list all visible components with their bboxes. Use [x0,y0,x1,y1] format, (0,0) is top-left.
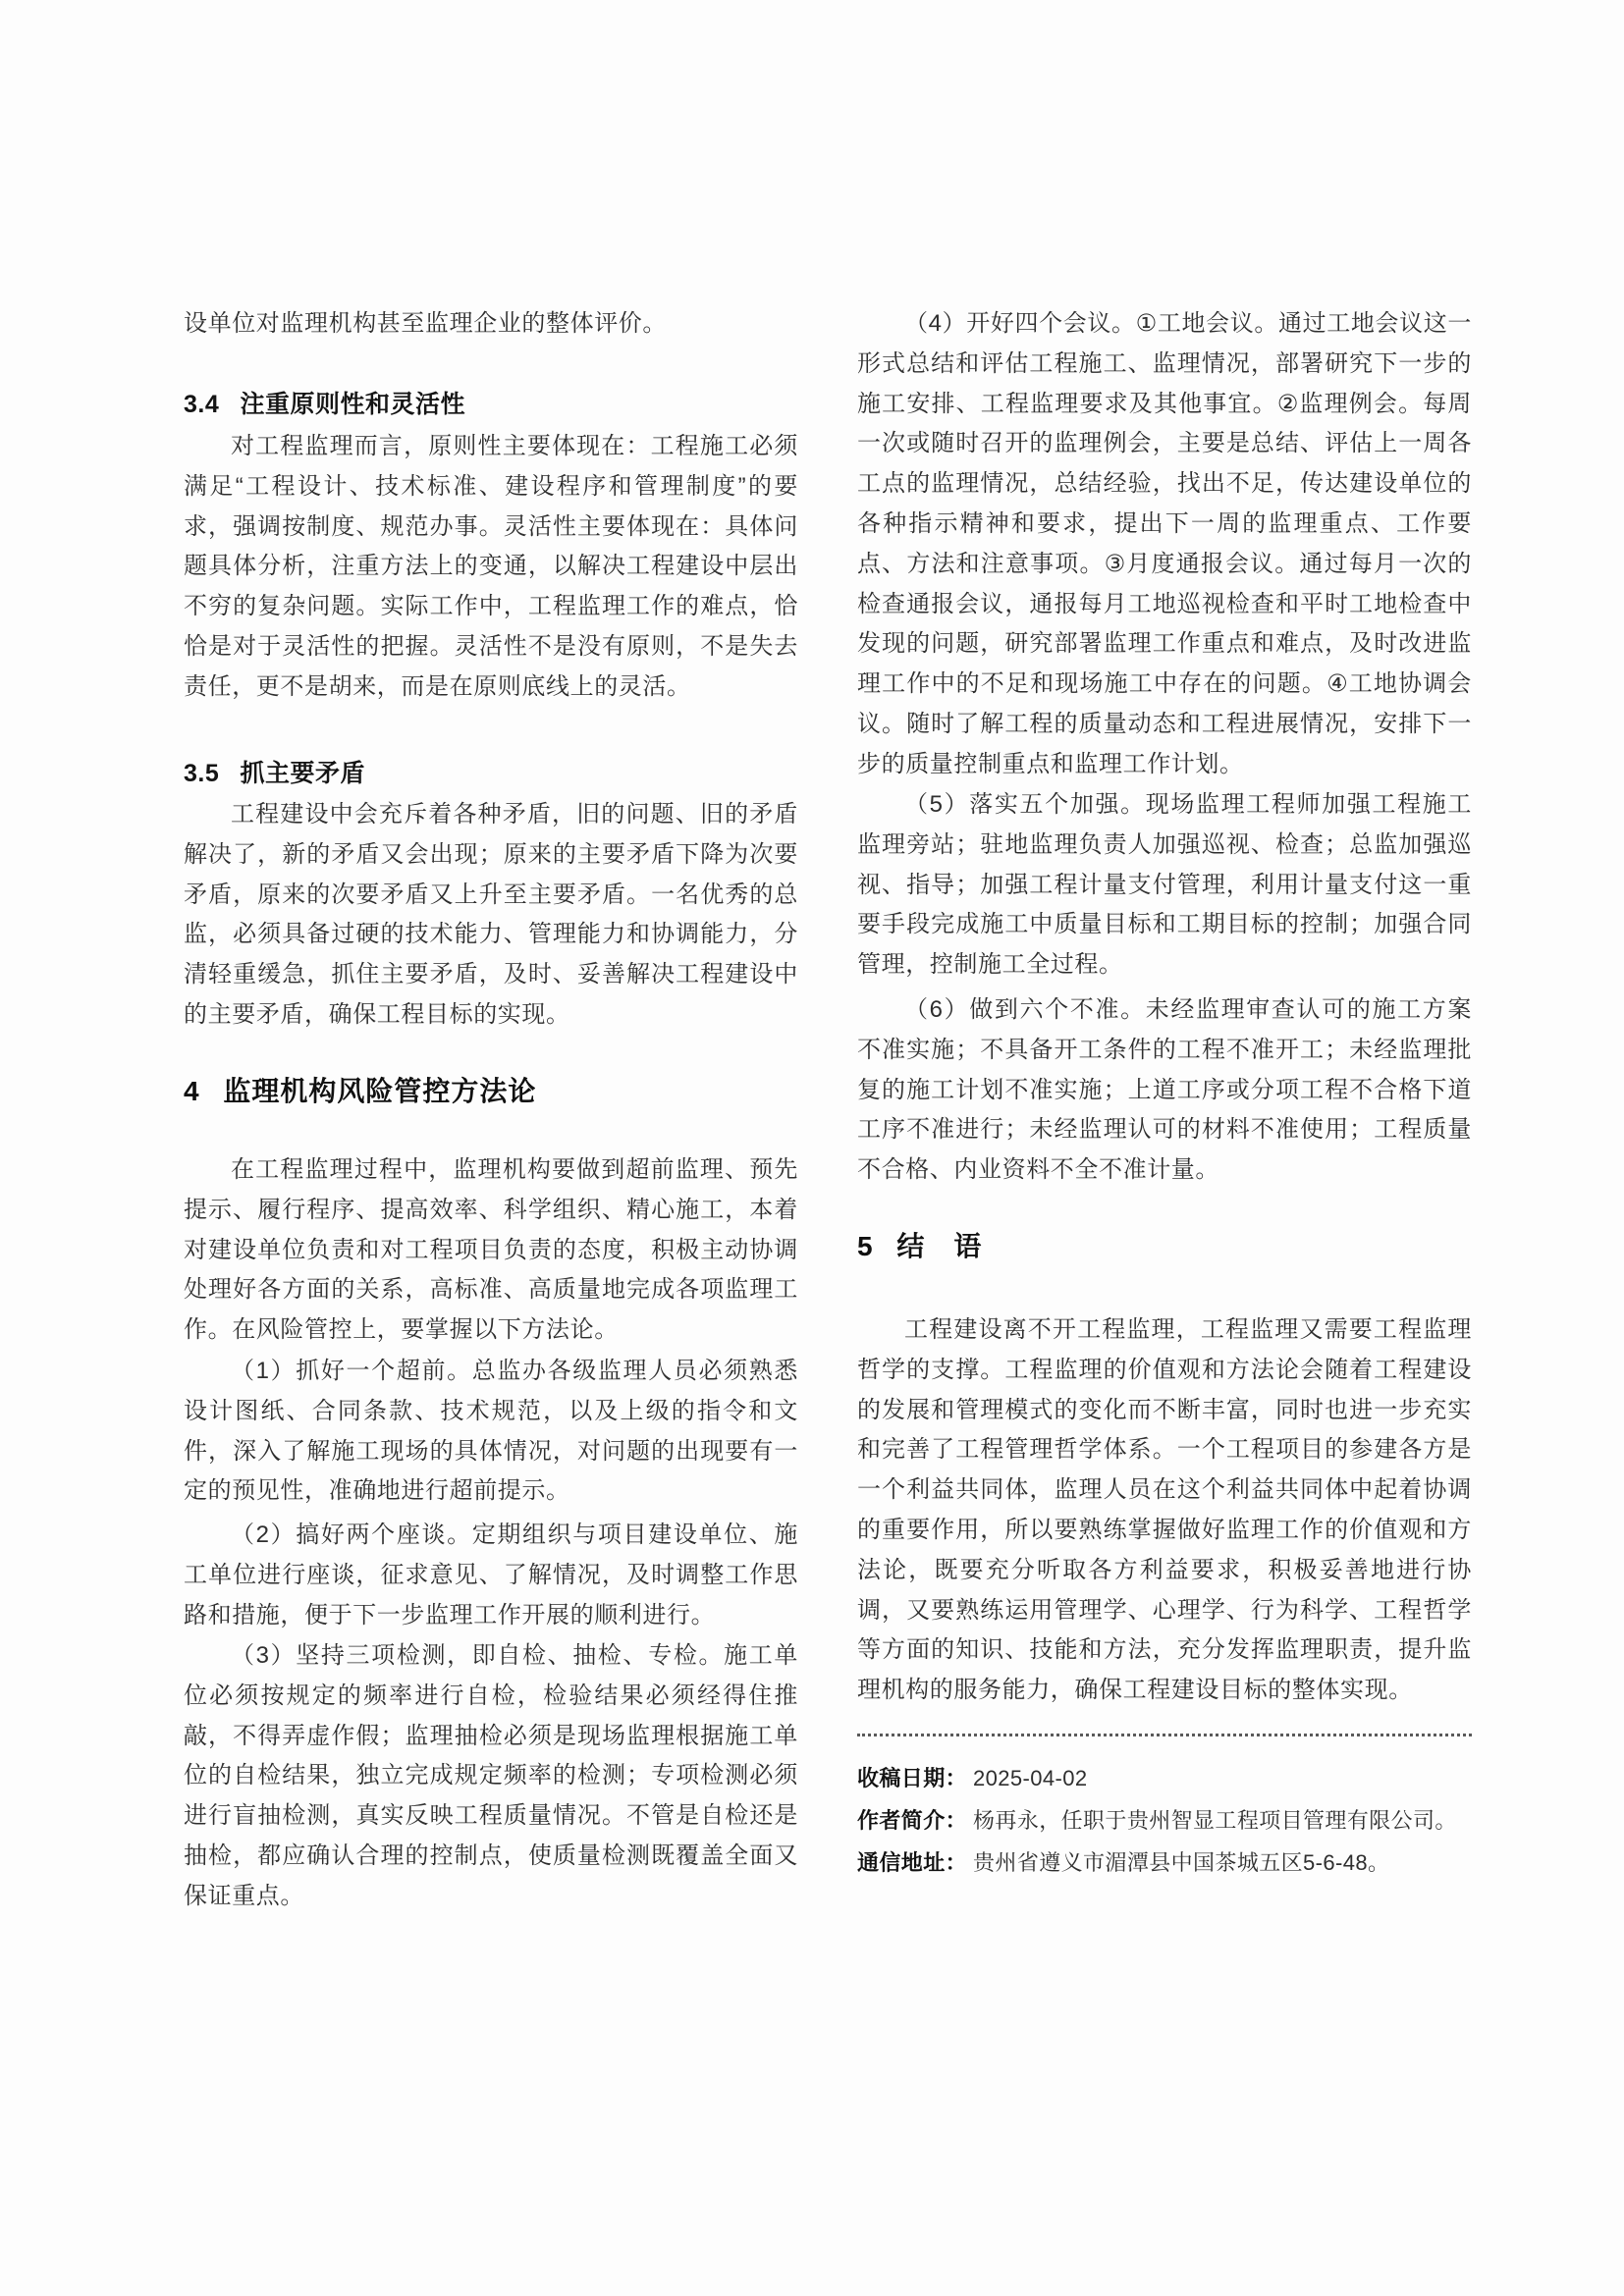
mailing-address-label: 通信地址： [857,1850,968,1875]
section-4-item-6: （6）做到六个不准。未经监理审查认可的施工方案不准实施；不具备开工条件的工程不准开工；未经监理批复的施工计划不准实施；上道工序或分项工程不合格下道工序不准进行；未经监理认可的材料不准使用；工程质量不合格、内业资料不全不准计量。 [857,996,1472,1184]
heading-3-5-title: 抓主要矛盾 [240,760,366,787]
author-bio-label: 作者简介： [857,1808,968,1833]
heading-3-5-number: 3.5 [184,760,220,787]
section-4-item-3: （3）坚持三项检测，即自检、抽检、专检。施工单位必须按规定的频率进行自检，检验结果必须经得住推敲，不得弄虚作假；监理抽检必须是现场监理根据施工单位的自检结果，独立完成规定频率的检测；专项检测必须进行盲抽检测，真实反映工程质量情况。不管是自检还是抽检，都应确认合理的控制点，使质量检测既覆盖全面又保证重点。 [184,1642,798,1909]
heading-4-number: 4 [184,1076,200,1106]
footer-dotted-divider [857,1734,1472,1736]
heading-3-4-number: 3.4 [184,391,220,418]
section-4-intro-paragraph: 在工程监理过程中，监理机构要做到超前监理、预先提示、履行程序、提高效率、科学组织、精心施工，本着对建设单位负责和对工程项目负责的态度，积极主动协调处理好各方面的关系，高标准、高质量地完成各项监理工作。在风险管控上，要掌握以下方法论。 [184,1156,798,1344]
section-5-paragraph: 工程建设离不开工程监理，工程监理又需要工程监理哲学的支撑。工程监理的价值观和方法论会随着工程建设的发展和管理模式的变化而不断丰富，同时也进一步充实和完善了工程管理哲学体系。一个工程项目的参建各方是一个利益共同体，监理人员在这个利益共同体中起着协调的重要作用，所以要熟练掌握做好监理工作的价值观和方法论，既要充分听取各方利益要求，积极妥善地进行协调，又要熟练运用管理学、心理学、行为科学、工程哲学等方面的知识、技能和方法，充分发挥监理职责，提升监理机构的服务能力，确保工程建设目标的整体实现。 [857,1316,1472,1704]
section-3-5-paragraph: 工程建设中会充斥着各种矛盾，旧的问题、旧的矛盾解决了，新的矛盾又会出现；原来的主要矛盾下降为次要矛盾，原来的次要矛盾又上升至主要矛盾。一名优秀的总监，必须具备过硬的技术能力、管理能力和协调能力，分清轻重缓急，抓住主要矛盾，及时、妥善解决工程建设中的主要矛盾，确保工程目标的实现。 [184,801,798,1028]
mailing-address-row [857,1842,1472,1884]
heading-3-4-title: 注重原则性和灵活性 [240,391,466,418]
heading-5 [857,1225,1472,1264]
received-date-row [857,1757,1472,1799]
heading-3-5 [184,754,798,789]
section-4-item-4: （4）开好四个会议。①工地会议。通过工地会议这一形式总结和评估工程施工、监理情况，部署研究下一步的施工安排、工程监理要求及其他事宜。②监理例会。每周一次或随时召开的监理例会，主要是总结、评估上一周各工点的监理情况，总结经验，找出不足，传达建设单位的各种指示精神和要求，提出下一周的监理重点、工作要点、方法和注意事项。③月度通报会议。通过每月一次的检查通报会议，通报每月工地巡视检查和平时工地检查中发现的问题，研究部署监理工作重点和难点，及时改进监理工作中的不足和现场施工中存在的问题。④工地协调会议。随时了解工程的质量动态和工程进展情况，安排下一步的质量控制重点和监理工作计划。 [857,310,1472,777]
received-date-value: 2025-04-02 [973,1766,1088,1790]
section-4-item-2: （2）搞好两个座谈。定期组织与项目建设单位、施工单位进行座谈，征求意见、了解情况，及时调整工作思路和措施，便于下一步监理工作开展的顺利进行。 [184,1522,798,1629]
heading-5-number: 5 [857,1231,874,1261]
heading-3-4 [184,385,798,420]
author-bio-row [857,1799,1472,1842]
heading-4-title: 监理机构风险管控方法论 [223,1076,537,1106]
heading-4 [184,1070,798,1109]
section-4-item-5: （5）落实五个加强。现场监理工程师加强工程施工监理旁站；驻地监理负责人加强巡视、检查；总监加强巡视、指导；加强工程计量支付管理，利用计量支付这一重要手段完成施工中质量目标和工期目标的控制；加强合同管理，控制施工全过程。 [857,791,1472,979]
received-date-label: 收稿日期： [857,1766,968,1790]
author-bio-value: 杨再永，任职于贵州智显工程项目管理有限公司。 [973,1808,1457,1833]
article-footer [857,1757,1472,1884]
section-3-4-paragraph: 对工程监理而言，原则性主要体现在：工程施工必须满足“工程设计、技术标准、建设程序和管理制度”的要求，强调按制度、规范办事。灵活性主要体现在：具体问题具体分析，注重方法上的变通，以解决工程建设中层出不穷的复杂问题。实际工作中，工程监理工作的难点，恰恰是对于灵活性的把握。灵活性不是没有原则，不是失去责任，更不是胡来，而是在原则底线上的灵活。 [184,433,798,700]
mailing-address-value: 贵州省遵义市湄潭县中国茶城五区5-6-48。 [973,1850,1390,1875]
heading-5-title: 结 语 [896,1231,983,1261]
section-4-item-1: （1）抓好一个超前。总监办各级监理人员必须熟悉设计图纸、合同条款、技术规范，以及上级的指令和文件，深入了解施工现场的具体情况，对问题的出现要有一定的预见性，准确地进行超前提示。 [184,1358,798,1505]
continuation-paragraph: 设单位对监理机构甚至监理企业的整体评价。 [184,310,667,337]
